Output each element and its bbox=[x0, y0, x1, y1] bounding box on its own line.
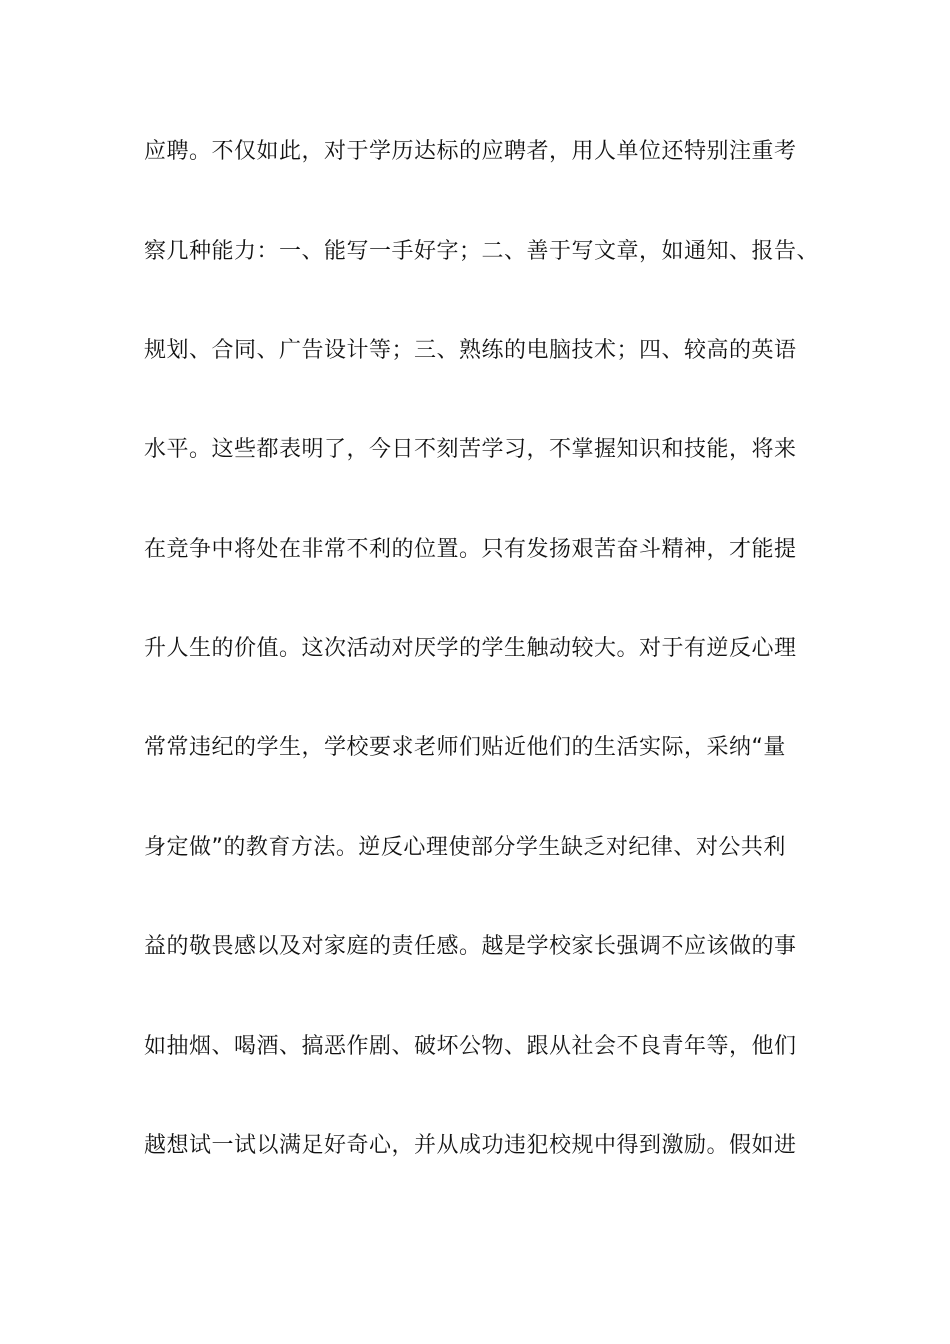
text-line: 身定做”的教育方法。逆反心理使部分学生缺乏对纪律、对公共利 bbox=[144, 835, 786, 860]
text-line: 水平。这些都表明了，今日不刻苦学习，不掌握知识和技能，将来 bbox=[144, 437, 797, 462]
text-line: 越想试一试以满足好奇心，并从成功违犯校规中得到激励。假如进 bbox=[144, 1133, 797, 1158]
text-line: 在竞争中将处在非常不利的位置。只有发扬艰苦奋斗精神，才能提 bbox=[144, 537, 797, 562]
text-line: 常常违纪的学生，学校要求老师们贴近他们的生活实际，采纳“量 bbox=[144, 735, 786, 760]
text-line: 如抽烟、喝酒、搞恶作剧、破坏公物、跟从社会不良青年等，他们 bbox=[144, 1034, 797, 1059]
text-line: 应聘。不仅如此，对于学历达标的应聘者，用人单位还特别注重考 bbox=[144, 139, 797, 164]
text-line: 益的敬畏感以及对家庭的责任感。越是学校家长强调不应该做的事 bbox=[144, 934, 797, 959]
text-line: 升人生的价值。这次活动对厌学的学生触动较大。对于有逆反心理 bbox=[144, 636, 797, 661]
text-line: 规划、合同、广告设计等；三、熟练的电脑技术；四、较高的英语 bbox=[144, 338, 797, 363]
text-line: 察几种能力：一、能写一手好字；二、善于写文章，如通知、报告、 bbox=[144, 239, 820, 264]
